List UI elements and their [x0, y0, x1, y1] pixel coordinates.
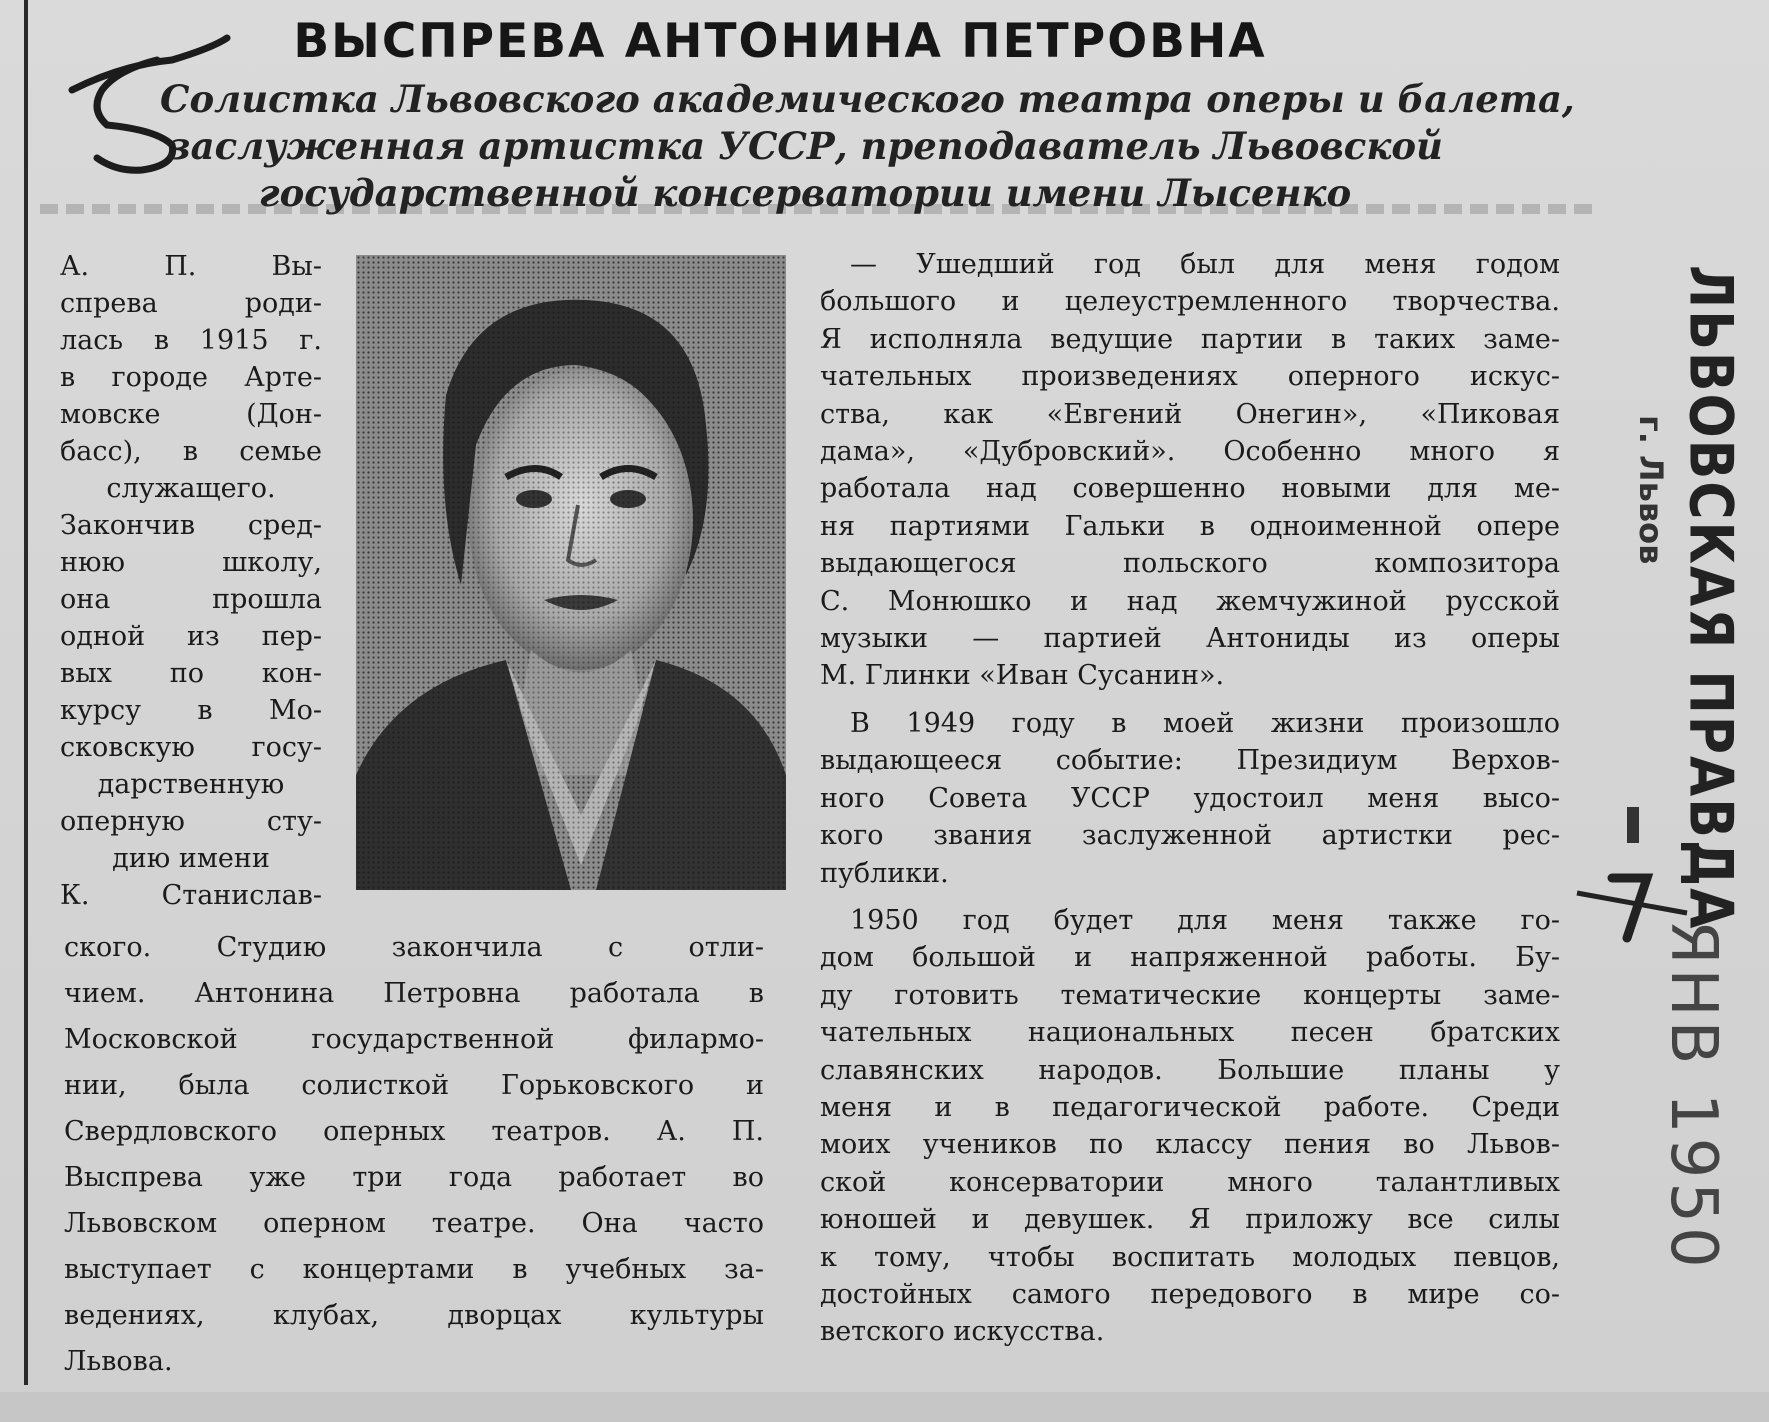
- subtitle-line: Солистка Львовского академического театра оперы и балета,: [160, 77, 1575, 121]
- text-line: — Ушедший год был для меня годом: [850, 249, 1560, 280]
- text-line: она прошла: [60, 584, 322, 615]
- paragraph-gap: [820, 892, 1560, 902]
- paragraph-gap: [820, 695, 1560, 705]
- text-line: ской консерватории много талантливых: [820, 1166, 1560, 1198]
- text-line: басс), в семье: [60, 436, 322, 467]
- text-line: оперную сту-: [60, 806, 322, 837]
- text-line: одной из пер-: [60, 621, 322, 652]
- text-line: ведениях, клубах, дворцах культуры: [64, 1300, 764, 1331]
- text-line: спрева роди-: [60, 288, 322, 319]
- text-line: Выспрева уже три года работает во: [64, 1162, 764, 1193]
- text-line: дарственную: [97, 769, 285, 800]
- subtitle-line: государственной консерватории имени Лысенко: [258, 171, 1352, 215]
- text-line: 1950 год будет для меня также го-: [850, 904, 1560, 936]
- text-line: А. П. Вы-: [60, 251, 322, 282]
- text-line: юношей и девушек. Я приложу все силы: [820, 1204, 1560, 1236]
- right-column: [820, 246, 1560, 1351]
- article-subtitle: [160, 76, 1575, 217]
- bottom-edge: [0, 1392, 1769, 1422]
- text-line: Закончив сред-: [60, 510, 322, 541]
- date-stamp: ЯНВ 1950: [1656, 920, 1730, 1272]
- text-line: чательных национальных песен братских: [820, 1017, 1560, 1049]
- text-line: выступает с концертами в учебных за-: [64, 1254, 764, 1285]
- text-line: М. Глинки «Иван Сусанин».: [820, 660, 1225, 692]
- text-line: дама», «Дубровский». Особенно много я: [820, 436, 1560, 468]
- text-line: Львовском оперном театре. Она часто: [64, 1208, 764, 1239]
- text-line: служащего.: [106, 473, 276, 504]
- text-line: моих учеников по классу пения во Львов-: [820, 1129, 1560, 1161]
- text-line: к тому, чтобы воспитать молодых певцов,: [820, 1241, 1560, 1273]
- text-line: музыки — партией Антониды из оперы: [820, 623, 1560, 655]
- text-line: курсу в Мо-: [60, 695, 322, 726]
- text-line: ветского искусства.: [820, 1316, 1105, 1348]
- left-narrow-column: [60, 248, 322, 914]
- text-line: славянских народов. Большие планы у: [820, 1054, 1560, 1086]
- newspaper-masthead: [1675, 265, 1745, 931]
- left-margin-rule: [24, 0, 28, 1385]
- text-line: выдающееся событие: Президиум Верхов-: [820, 745, 1560, 777]
- subtitle-line: заслуженная артистка УССР, преподаватель Львовской: [167, 124, 1443, 168]
- stamp-dash: [1627, 807, 1639, 843]
- text-line: лась в 1915 г.: [60, 325, 322, 356]
- text-line: кого звания заслуженной артистки рес-: [820, 820, 1560, 852]
- text-line: Московской государственной филармо-: [64, 1024, 764, 1055]
- text-line: сковскую госу-: [60, 732, 322, 763]
- text-line: дом большой и напряженной работы. Бу-: [820, 942, 1560, 974]
- text-line: ду готовить тематические концерты заме-: [820, 979, 1560, 1011]
- text-line: ского. Студию закончила с отли-: [64, 932, 764, 963]
- text-line: ня партиями Гальки в одноименной опере: [820, 510, 1560, 542]
- text-line: в городе Арте-: [60, 362, 322, 393]
- newspaper-city: г. Львов: [1632, 415, 1670, 565]
- bottom-column: [64, 925, 764, 1385]
- text-line: вых по кон-: [60, 658, 322, 689]
- text-line: ства, как «Евгений Онегин», «Пиковая: [820, 398, 1560, 430]
- text-line: выдающегося польского композитора: [820, 548, 1560, 580]
- text-line: С. Монюшко и над жемчужиной русской: [820, 585, 1560, 617]
- text-line: чательных произведениях оперного искус-: [820, 361, 1560, 393]
- text-line: Свердловского оперных театров. А. П.: [64, 1116, 764, 1147]
- text-line: Львова.: [64, 1346, 173, 1377]
- text-line: меня и в педагогической работе. Среди: [820, 1091, 1560, 1123]
- text-line: нюю школу,: [60, 547, 322, 578]
- text-line: публики.: [820, 857, 949, 889]
- text-line: мовске (Дон-: [60, 399, 322, 430]
- newspaper-name: ЛЬВОВСКАЯ ПРАВДА: [1675, 265, 1745, 931]
- text-line: Я исполняла ведущие партии в таких заме-: [820, 323, 1560, 355]
- text-line: большого и целеустремленного творчества.: [820, 286, 1560, 318]
- text-line: ного Совета УССР удостоил меня высо-: [820, 782, 1560, 814]
- text-line: достойных самого передового в мире со-: [820, 1278, 1560, 1310]
- text-line: работала над совершенно новыми для ме-: [820, 473, 1560, 505]
- portrait-photo: [356, 255, 786, 890]
- text-line: К. Станислав-: [60, 880, 322, 911]
- text-line: В 1949 году в моей жизни произошло: [850, 707, 1560, 739]
- text-line: чием. Антонина Петровна работала в: [64, 978, 764, 1009]
- text-line: дию имени: [112, 843, 270, 874]
- text-line: нии, была солисткой Горьковского и: [64, 1070, 764, 1101]
- article-title: ВЫСПРЕВА АНТОНИНА ПЕТРОВНА: [293, 14, 1267, 69]
